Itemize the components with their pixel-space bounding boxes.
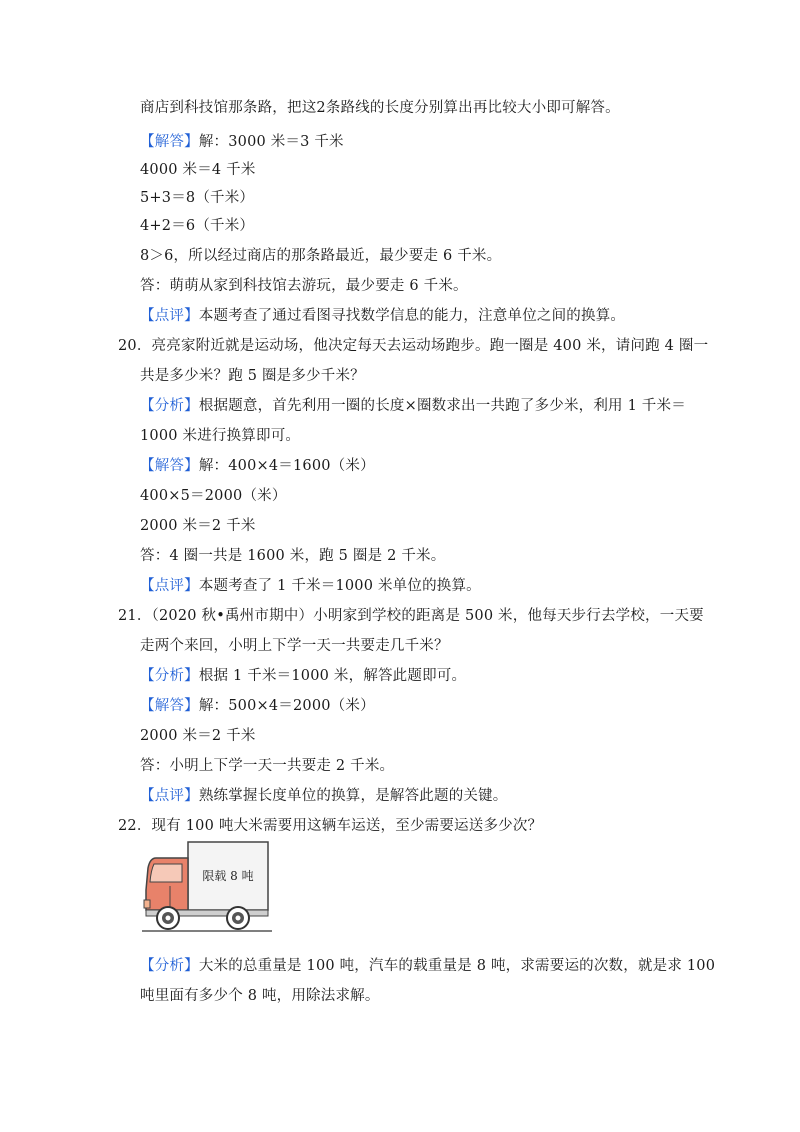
question-20: 20．亮亮家附近就是运动场，他决定每天去运动场跑步。跑一圈是 400 米，请问跑 4 圈一: [118, 338, 709, 354]
tag-analysis: 【分析】: [140, 668, 199, 684]
tag-comment: 【点评】: [140, 578, 199, 594]
question-21: 21．（2020 秋•禹州市期中）小明家到学校的距离是 500 米，他每天步行去学校，一天要: [118, 608, 704, 624]
tag-answer: 【解答】: [140, 698, 199, 714]
text-line: 【点评】本题考查了通过看图寻找数学信息的能力，注意单位之间的换算。: [140, 308, 626, 324]
tag-analysis: 【分析】: [140, 398, 199, 414]
text-line: 8＞6，所以经过商店的那条路最近，最少要走 6 千米。: [140, 248, 502, 264]
text-line: 商店到科技馆那条路，把这2条路线的长度分别算出再比较大小即可解答。: [140, 100, 620, 116]
text-line: 【分析】大米的总重量是 100 吨，汽车的载重量是 8 吨，求需要运的次数，就是求 100: [140, 958, 716, 974]
text-line: 【点评】本题考查了 1 千米＝1000 米单位的换算。: [140, 578, 481, 594]
text-line: 【分析】根据题意，首先利用一圈的长度×圈数求出一共跑了多少米，利用 1 千米＝: [140, 398, 686, 414]
text-line: 【解答】解：400×4＝1600（米）: [140, 458, 375, 474]
text-line: 1000 米进行换算即可。: [140, 428, 301, 444]
text-line: 走两个来回，小明上下学一天一共要走几千米？: [140, 638, 449, 654]
text-line: 共是多少米？跑 5 圈是多少千米？: [140, 368, 365, 384]
tag-comment: 【点评】: [140, 788, 199, 804]
tag-analysis: 【分析】: [140, 958, 199, 974]
text-line: 5+3＝8（千米）: [140, 190, 255, 206]
text-line: 【点评】熟练掌握长度单位的换算，是解答此题的关键。: [140, 788, 508, 804]
text-line: 【分析】根据 1 千米＝1000 米，解答此题即可。: [140, 668, 467, 684]
text-line: 400×5＝2000（米）: [140, 488, 287, 504]
text-line: 吨里面有多少个 8 吨，用除法求解。: [140, 988, 380, 1004]
truck-illustration: [142, 838, 272, 934]
tag-answer: 【解答】: [140, 134, 199, 150]
text-line: 4000 米＝4 千米: [140, 162, 256, 178]
text-line: 答：4 圈一共是 1600 米，跑 5 圈是 2 千米。: [140, 548, 446, 564]
text-line: 2000 米＝2 千米: [140, 518, 256, 534]
tag-comment: 【点评】: [140, 308, 199, 324]
text-line: 答：小明上下学一天一共要走 2 千米。: [140, 758, 395, 774]
text-line: 【解答】解：3000 米＝3 千米: [140, 134, 344, 150]
truck-load-label: 限载 8 吨: [202, 869, 254, 883]
text-line: 答：萌萌从家到科技馆去游玩，最少要走 6 千米。: [140, 278, 468, 294]
text-line: 4+2＝6（千米）: [140, 218, 255, 234]
question-22: 22．现有 100 吨大米需要用这辆车运送，至少需要运送多少次？: [118, 818, 543, 834]
tag-answer: 【解答】: [140, 458, 199, 474]
text-line: 2000 米＝2 千米: [140, 728, 256, 744]
text-line: 【解答】解：500×4＝2000（米）: [140, 698, 375, 714]
